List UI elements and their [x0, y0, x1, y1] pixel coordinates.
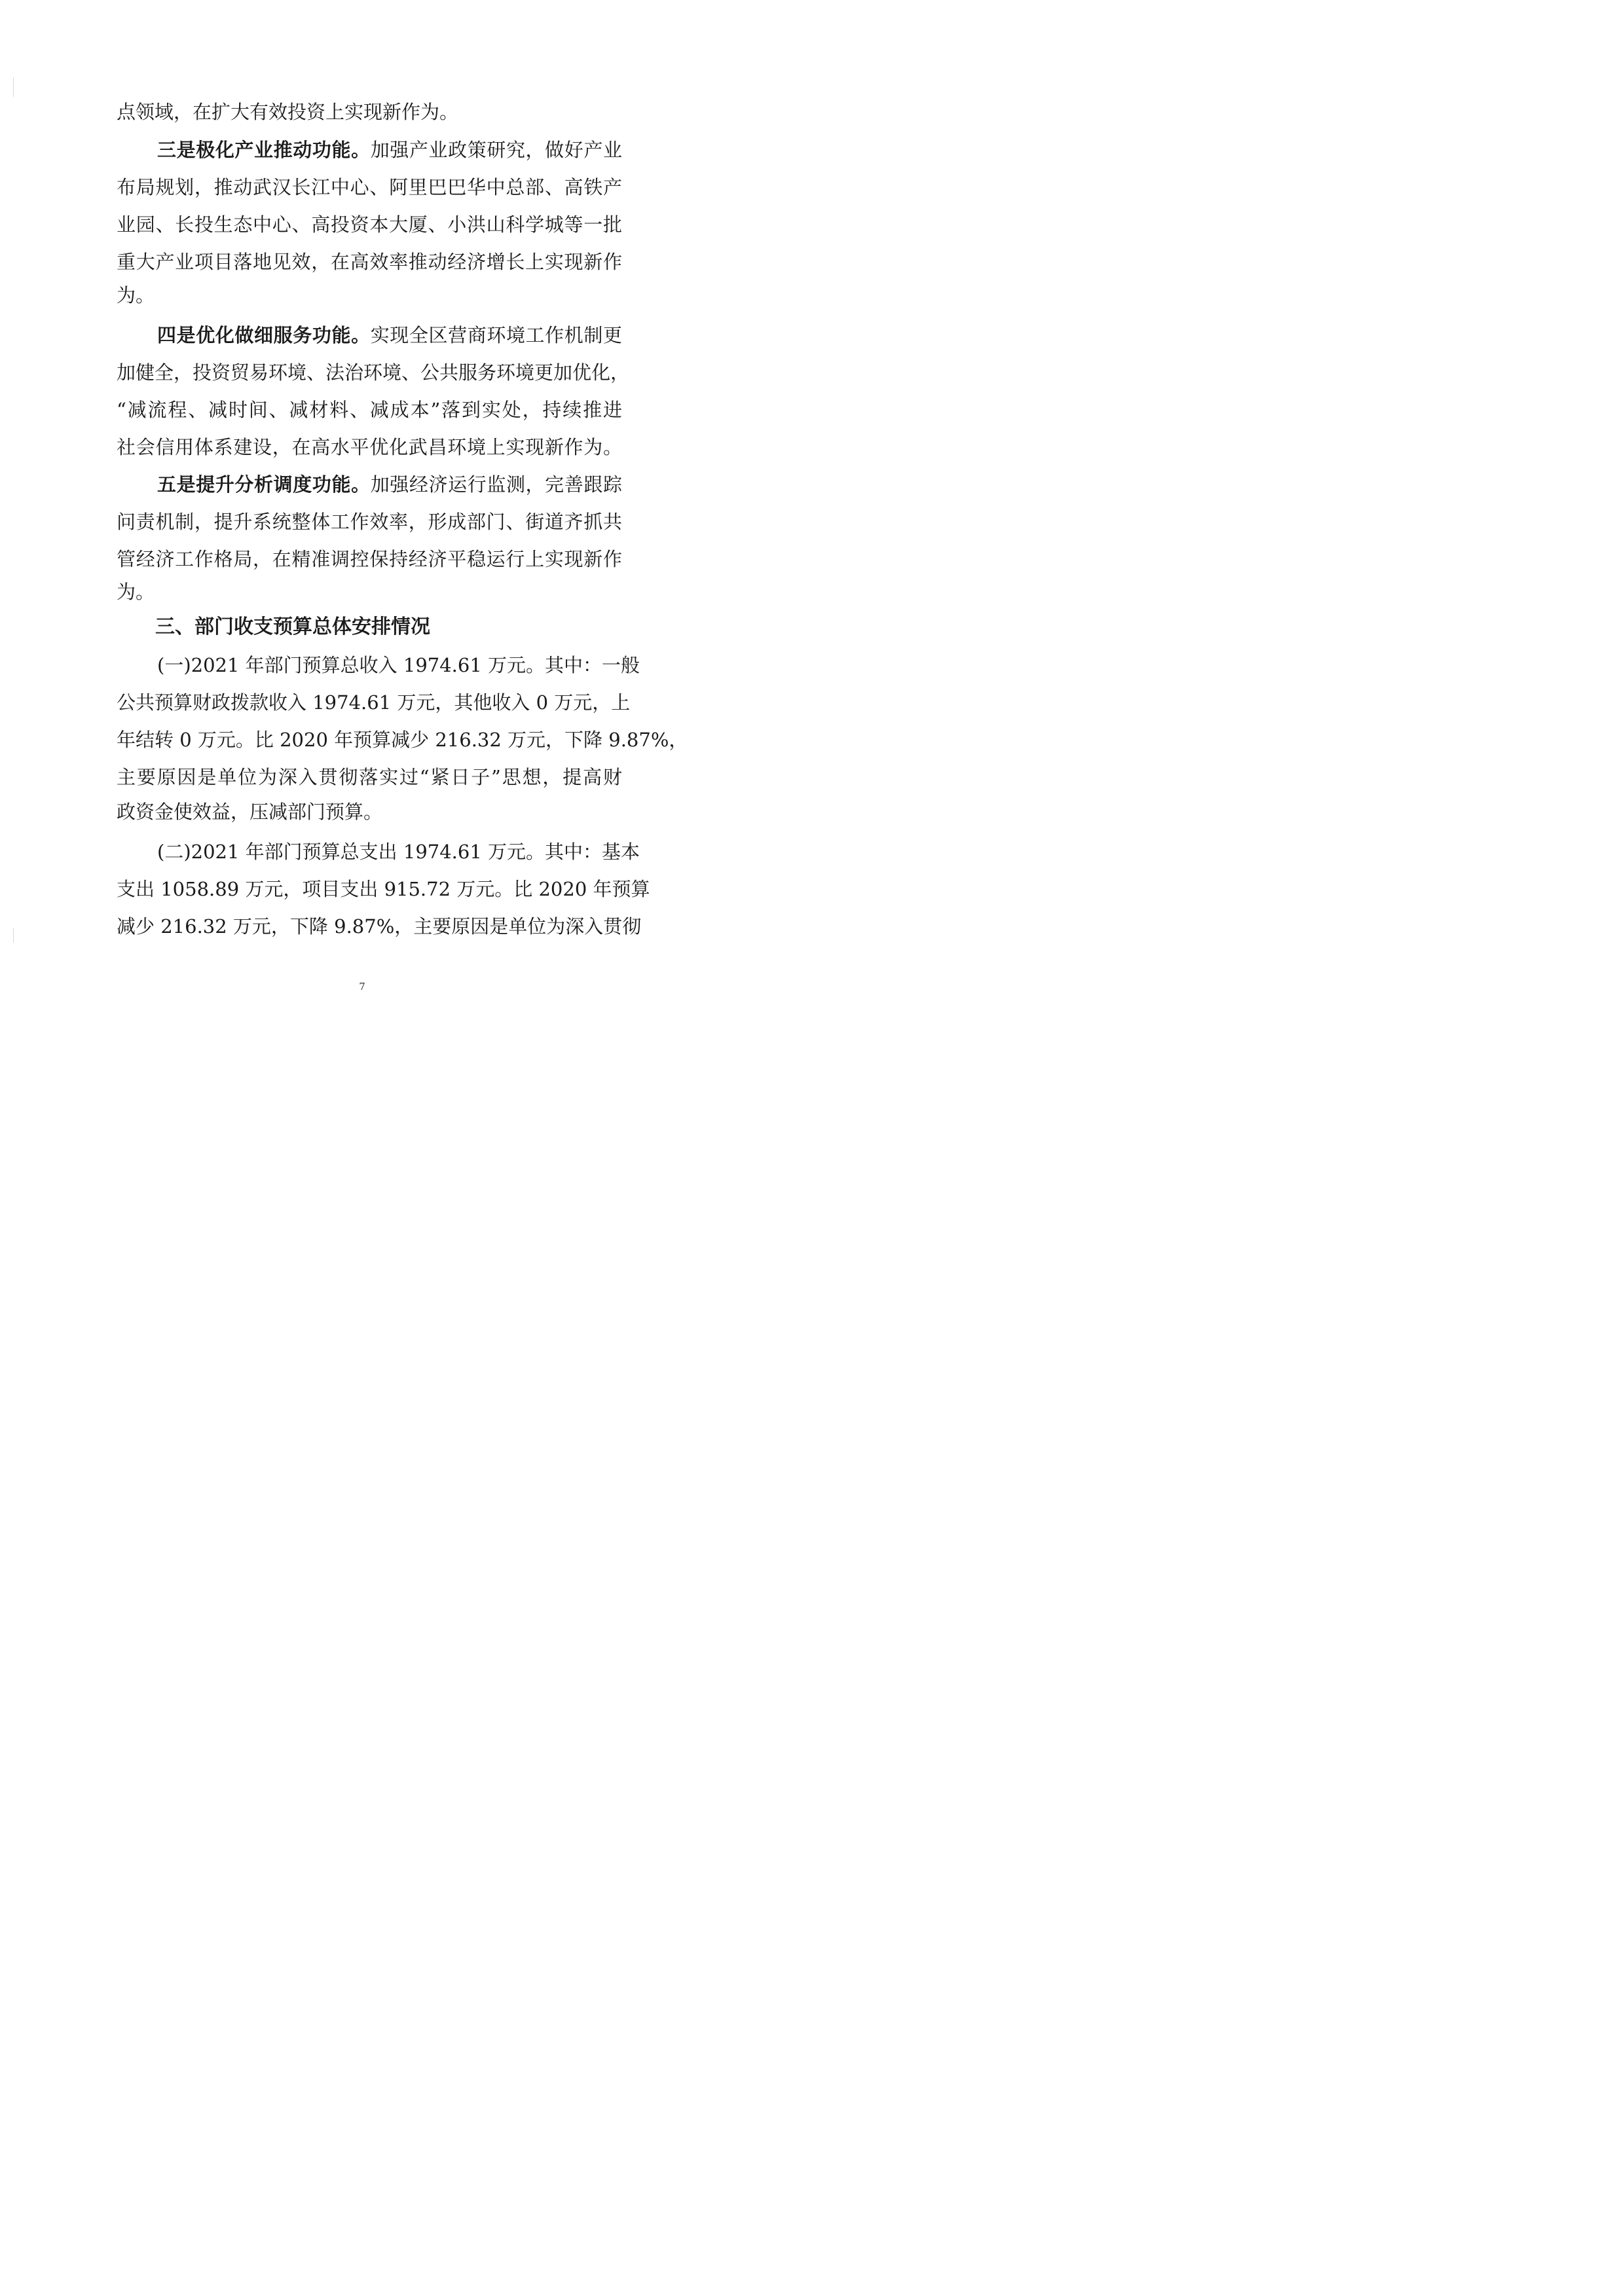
scan-edge-mark — [13, 928, 14, 943]
text-line: (一)2021 年部门预算总收入 1974.61 万元。其中：一般 — [157, 654, 640, 676]
paragraph-lead: 三是极化产业推动功能。 — [157, 139, 371, 161]
text-line: 实现全区营商环境工作机制更 — [370, 324, 622, 346]
text-line: 布局规划，推动武汉长江中心、阿里巴巴华中总部、高铁产 — [117, 176, 622, 198]
text-line: 主要原因是单位为深入贯彻落实过“紧日子”思想，提高财 — [117, 766, 622, 788]
text-line: 社会信用体系建设，在高水平优化武昌环境上实现新作为。 — [117, 436, 622, 458]
section-heading-text: 三、部门收支预算总体安排情况 — [155, 615, 430, 638]
text-line: 管经济工作格局，在精准调控保持经济平稳运行上实现新作 — [117, 548, 622, 570]
paragraph-five-line — [117, 503, 622, 540]
paragraph-lead: 五是提升分析调度功能。 — [157, 473, 371, 496]
paragraph-three-line — [117, 169, 622, 206]
paragraph-income-line — [117, 759, 622, 795]
text-line: 为。 — [117, 581, 155, 603]
paragraph-expense-line — [117, 871, 650, 907]
paragraph-three-line — [117, 277, 622, 314]
paragraph-expense-line — [117, 908, 642, 945]
paragraph-five-line — [117, 541, 622, 577]
text-line: 重大产业项目落地见效，在高效率推动经济增长上实现新作 — [117, 251, 622, 273]
paragraph-four-line — [157, 317, 622, 354]
section-heading — [155, 609, 622, 646]
page-number: 7 — [359, 981, 365, 993]
text-line: 公共预算财政拨款收入 1974.61 万元，其他收入 0 万元，上 — [117, 691, 631, 714]
paragraph-four-line — [117, 429, 622, 465]
text-line: 点领域，在扩大有效投资上实现新作为。 — [117, 101, 459, 123]
paragraph-income-line — [117, 721, 688, 758]
paragraph-three-line — [117, 244, 622, 280]
paragraph-income-line — [117, 684, 631, 721]
paragraph-four-line — [117, 354, 630, 391]
paragraph-three-line — [157, 132, 622, 168]
text-line: 问责机制，提升系统整体工作效率，形成部门、街道齐抓共 — [117, 511, 622, 533]
paragraph-five-line — [157, 466, 622, 503]
text-line: 加强产业政策研究，做好产业 — [370, 139, 622, 161]
text-line: 年结转 0 万元。比 2020 年预算减少 216.32 万元，下降 9.87%， — [117, 729, 688, 751]
paragraph-three-line — [117, 206, 622, 243]
text-line: 业园、长投生态中心、高投资本大厦、小洪山科学城等一批 — [117, 213, 622, 236]
text-line: 减少 216.32 万元，下降 9.87%，主要原因是单位为深入贯彻 — [117, 915, 642, 938]
text-line: “减流程、减时间、减材料、减成本”落到实处，持续推进 — [117, 399, 622, 421]
paragraph-four-line — [117, 392, 622, 428]
paragraph-five-line — [117, 574, 622, 610]
text-line: 政资金使效益，压减部门预算。 — [117, 801, 383, 823]
paragraph-income-line — [157, 647, 640, 683]
text-line: 支出 1058.89 万元，项目支出 915.72 万元。比 2020 年预算 — [117, 878, 650, 900]
paragraph-lead: 四是优化做细服务功能。 — [157, 324, 371, 346]
paragraph-expense-line — [157, 833, 640, 870]
paragraph-intro-line — [0, 94, 724, 130]
text-line: 加健全，投资贸易环境、法治环境、公共服务环境更加优化， — [117, 361, 630, 384]
text-line: (二)2021 年部门预算总支出 1974.61 万元。其中：基本 — [157, 841, 640, 863]
document-page — [0, 0, 724, 1023]
text-line: 为。 — [117, 284, 155, 306]
paragraph-income-line — [117, 793, 622, 830]
text-line: 加强经济运行监测，完善跟踪 — [370, 473, 622, 496]
